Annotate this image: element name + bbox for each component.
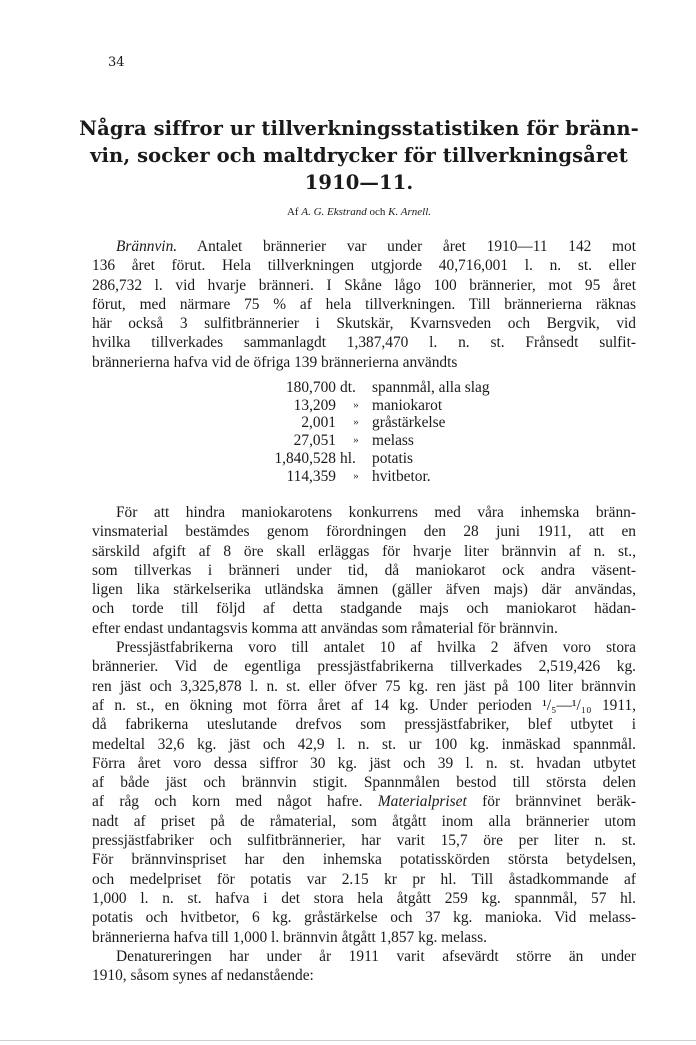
- text-line: nadt af priset på de råmaterial, som åtgått inom alla brännerier utom: [92, 812, 636, 830]
- text-line: och medelpriset för potatis var 2.15 kr pr hl. Till åstadkommande af: [92, 870, 636, 888]
- author-name: K. Arnell.: [388, 206, 432, 218]
- text-line: Denatureringen har under år 1911 varit afsevärdt större än under: [116, 947, 636, 965]
- text-line: af n. st., en ökning mot förra året af 14 kg. Under perioden ¹/₅—¹/₁₀ 1911,: [92, 696, 636, 714]
- text-line: då fabrikerna uteslutande drefvos som pressjästfabriker, blef utbytet i: [92, 716, 636, 734]
- text-line: hvilka tillverkades sammanlagdt 1,387,470 l. n. st. Frånsedt sulfit-: [92, 334, 636, 352]
- text-fragment: Antalet brännerier var under året 1910—11 142 mot: [196, 238, 636, 255]
- author-name: A. G. Ekstrand: [301, 206, 367, 218]
- unit-cell: »: [353, 469, 359, 482]
- text-line: [92, 237, 636, 256]
- article-title: [74, 115, 644, 196]
- byline-and: och: [369, 206, 386, 218]
- byline: [74, 206, 644, 218]
- text-line: af både jäst och brännvin stigit. Spannmålen bestod till största delen: [92, 774, 636, 792]
- title-line: 1910—11.: [304, 171, 414, 194]
- unit-cell: »: [353, 398, 359, 411]
- text-line: 286,732 l. vid hvarje bränneri. I Skåne lågo 100 brännerier, mot 95 året: [92, 276, 636, 294]
- text-fragment: för brännvinet beräk-: [482, 793, 636, 811]
- text-line: brännerierna hafva till 1,000 l. brännvin åtgått 1,857 kg. melass.: [92, 928, 487, 946]
- table-row: [232, 432, 490, 450]
- title-line: vin, socker och maltdrycker för tillverkningsåret: [90, 144, 628, 167]
- amount-cell: 27,051: [293, 432, 336, 450]
- amount-cell: 114,359: [286, 467, 336, 485]
- table-row: [232, 397, 490, 415]
- paragraph-brannvin: [92, 237, 636, 372]
- text-line: ligen lika stärkelserika utländska ämnen (gäller äfven majs) där användas,: [92, 581, 636, 599]
- text-line: [92, 792, 636, 811]
- text-line: 136 året förut. Hela tillverkningen utgjorde 40,716,001 l. n. st. eller: [92, 257, 636, 275]
- amount-cell: 2,001: [301, 414, 336, 432]
- unit-cell: hl.: [340, 449, 356, 467]
- amount-cell: 13,209: [293, 396, 336, 414]
- item-cell: gråstärkelse: [372, 414, 446, 432]
- table-row: [232, 450, 490, 468]
- text-line: vinsmaterial bestämdes genom förordningen den 28 juni 1911, att en: [92, 523, 636, 541]
- text-line: särskild afgift af 8 öre skall erläggas för hvarje liter brännvin af n. st.,: [92, 542, 636, 560]
- text-line: Förra året voro dessa siffror 30 kg. jäst och 39 l. n. st. hvadan utbytet: [92, 754, 636, 772]
- text-line: efter endast undantagsvis komma att användas som råmaterial för brännvin.: [92, 619, 558, 637]
- unit-cell: »: [353, 416, 359, 429]
- text-line: ren jäst och 3,325,878 l. n. st. eller öfver 75 kg. ren jäst på 100 liter brännvin: [92, 677, 636, 695]
- text-line: och torde till följd af detta stadgande majs och maniokarot hädan-: [92, 600, 636, 618]
- page-number: 34: [108, 55, 125, 70]
- text-line: brännerier. Vid de egentliga pressjästfabrikerna tillverkades 2,519,426 kg.: [92, 658, 636, 676]
- item-cell: maniokarot: [372, 396, 443, 414]
- text-line: brännerierna hafva vid de öfriga 139 brännerierna användts: [92, 353, 458, 371]
- amount-cell: 1,840,528: [274, 449, 336, 467]
- unit-cell: dt.: [340, 379, 356, 396]
- text-line: medeltal 32,6 kg. jäst och 42,9 l. n. st. ur 100 kg. inmäskad spannmål.: [92, 735, 636, 753]
- item-cell: spannmål, alla slag: [372, 379, 490, 396]
- italic-term: Materialpriset: [377, 793, 467, 811]
- item-cell: melass: [372, 432, 414, 450]
- table-row: [232, 379, 490, 397]
- byline-prefix: Af: [286, 206, 299, 218]
- page-bottom-edge: [0, 1040, 696, 1041]
- raw-materials-table: [232, 379, 490, 485]
- text-line: här också 3 sulfitbrännerier i Skutskär, Kvarnsveden och Bergvik, vid: [92, 315, 636, 333]
- item-cell: hvitbetor.: [372, 467, 431, 485]
- section-lead-word: Brännvin.: [116, 238, 178, 255]
- amount-cell: 180,700: [285, 379, 336, 396]
- text-line: 1910, såsom synes af nedanstående:: [92, 967, 314, 985]
- text-fragment: af råg och korn med något hafre.: [92, 793, 363, 811]
- paragraph-maniok: [92, 503, 636, 985]
- text-line: förut, med närmare 75 % af hela tillverkningen. Till brännerierna räknas: [92, 295, 636, 313]
- text-line: potatis och hvitbetor, 6 kg. gråstärkelse och 37 kg. manioka. Vid melass-: [92, 909, 636, 927]
- text-line: För brännvinspriset har den inhemska potatisskörden största betydelsen,: [92, 851, 636, 869]
- text-line: För att hindra maniokarotens konkurrens med våra inhemska bränn-: [116, 504, 636, 521]
- text-line: som tillverkas i bränneri under tid, då maniokarot ock andra väsent-: [92, 561, 636, 579]
- title-line: Några siffror ur tillverkningsstatistiken för bränn-: [79, 117, 639, 140]
- unit-cell: »: [353, 434, 359, 447]
- text-line: Pressjästfabrikerna voro till antalet 10 af hvilka 2 äfven voro stora: [116, 639, 636, 657]
- item-cell: potatis: [372, 449, 414, 467]
- text-line: 1,000 l. n. st. hafva i det stora hela åtgått 259 kg. spannmål, 57 hl.: [92, 889, 636, 907]
- table-row: [232, 414, 490, 432]
- table-row: [232, 468, 490, 486]
- text-line: pressjästfabriker och sulfitbrännerier, har varit 15,7 öre per liter n. st.: [92, 832, 636, 850]
